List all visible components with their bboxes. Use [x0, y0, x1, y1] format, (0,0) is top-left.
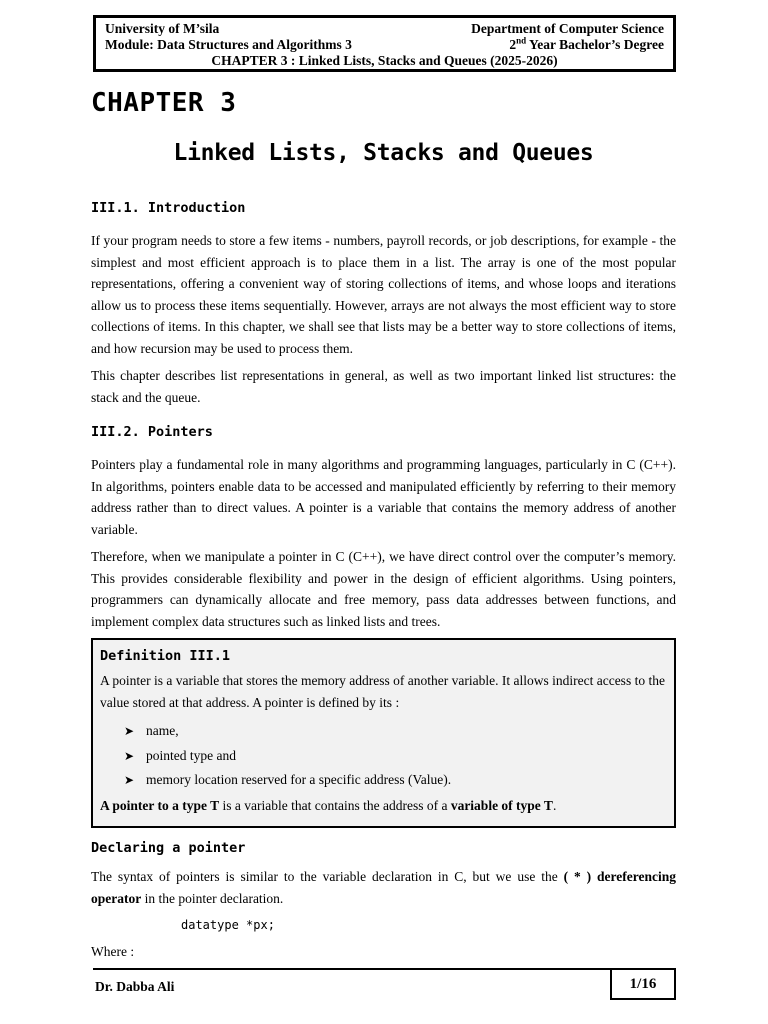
- intro-heading: III.1. Introduction: [91, 200, 246, 216]
- pointers-paragraph-2: Therefore, when we manipulate a pointer in C (C++), we have direct control over the computer’s memory. This provides considerable flexibility and power in the design of efficient algorithms. Using pointers, programmers can dynamically allocate and free memory, pass data addresses between functions, and implement complex data structures such as linked lists and trees.: [91, 549, 676, 629]
- definition-summary: A pointer to a type T is a variable that contains the address of a variable of type T.: [100, 797, 557, 813]
- list-item: ➤ pointed type and: [124, 744, 667, 769]
- page-number: 1/16: [610, 968, 676, 1000]
- arrow-bullet-icon: ➤: [124, 748, 135, 763]
- footer-divider: [93, 968, 676, 970]
- pointers-heading: III.2. Pointers: [91, 424, 213, 440]
- footer-author: Dr. Dabba Ali: [95, 979, 175, 994]
- list-item: ➤ name,: [124, 719, 667, 744]
- definition-title: Definition III.1: [100, 648, 231, 664]
- department-name: Department of Computer Science: [471, 21, 664, 36]
- arrow-bullet-icon: ➤: [124, 724, 135, 738]
- chapter-line: CHAPTER 3 : Linked Lists, Stacks and Queues (2025-2026): [211, 53, 558, 68]
- definition-text: A pointer is a variable that stores the memory address of another variable. It allows indirect access to the value stored at that address. A pointer is defined by its :: [100, 673, 665, 710]
- year-level: 2nd Year Bachelor’s Degree: [509, 35, 664, 52]
- definition-list: [100, 719, 667, 793]
- main-content: [91, 198, 676, 969]
- where-text: Where :: [91, 944, 135, 959]
- page-header: [93, 15, 676, 72]
- arrow-bullet-icon: ➤: [124, 773, 135, 787]
- pointers-paragraph-1: Pointers play a fundamental role in many algorithms and programming languages, particularly in C (C++). In algorithms, pointers enable data to be accessed and manipulated efficiently by referring to their memory address rather than to direct values. A pointer is a variable that contains the memory address of another variable.: [91, 457, 676, 537]
- university-name: University of M’sila: [105, 21, 220, 36]
- declaring-text: The syntax of pointers is similar to the variable declaration in C, but we use the ( * ) dereferencing operator in the pointer declaration.: [91, 869, 676, 906]
- module-name: Module: Data Structures and Algorithms 3: [105, 37, 352, 52]
- declaring-heading: Declaring a pointer: [91, 840, 246, 856]
- intro-paragraph-1: If your program needs to store a few items - numbers, payroll records, or job descriptions, for example - the simplest and most efficient approach is to place them in a list. The array is one of the most popular representations, offering a convenient way of storing collections of items, and whose loops and iterations allow us to process these items sequentially. However, arrays are not always the most efficient way to store collections of items. In this chapter, we shall see that lists may be a better way to store collections of items, and how recursion may be used to process them.: [91, 233, 676, 356]
- chapter-title: Linked Lists, Stacks and Queues: [173, 140, 594, 166]
- code-snippet: datatype *px;: [181, 918, 275, 932]
- chapter-label: CHAPTER 3: [91, 88, 237, 118]
- list-item: ➤ memory location reserved for a specific address (Value).: [124, 768, 667, 793]
- definition-box: [91, 638, 676, 828]
- intro-paragraph-2: This chapter describes list representations in general, as well as two important linked list structures: the stack and the queue.: [91, 368, 676, 405]
